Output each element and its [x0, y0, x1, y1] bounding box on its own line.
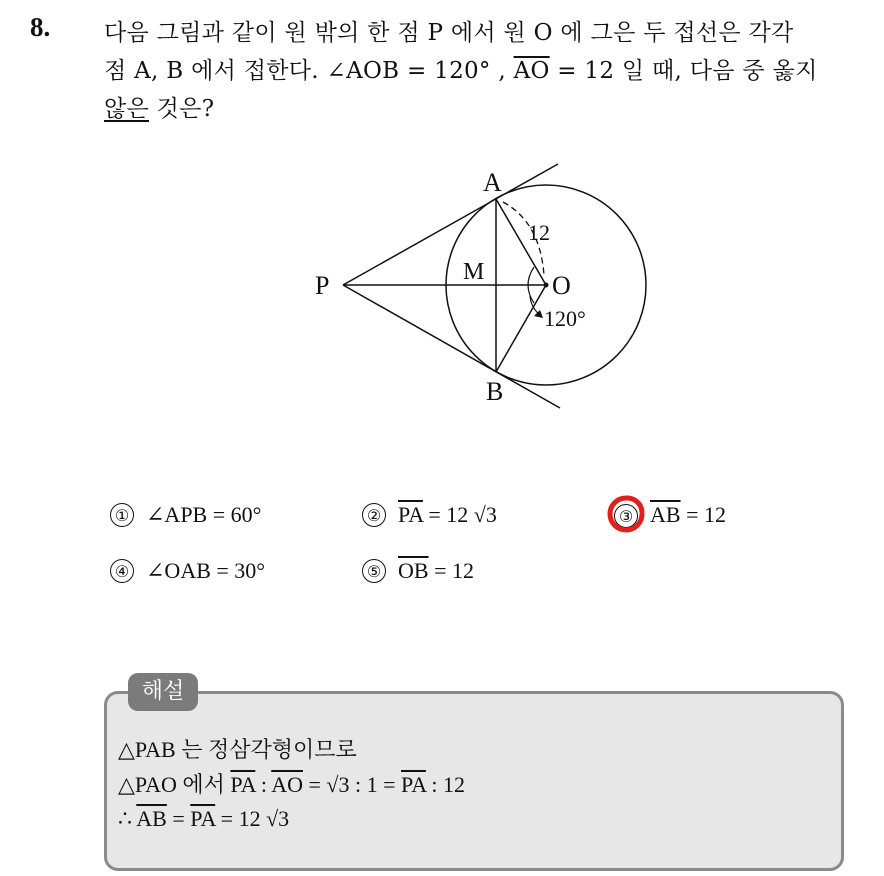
question-text-line1: 다음 그림과 같이 원 밖의 한 점 P 에서 원 O 에 그은 두 접선은 각각	[104, 20, 794, 46]
question-text-line3	[104, 90, 214, 123]
choice-text: ∠APB = 60°	[146, 502, 262, 527]
question-number: 8.	[30, 12, 51, 42]
choice-text: $\overline{OB} = 12$	[398, 558, 474, 583]
choice-text: $\overline{AB} = 12$	[650, 502, 726, 527]
choice-number: ①	[110, 503, 134, 527]
choice-number: ②	[362, 503, 386, 527]
underlined-word: 않은	[104, 96, 150, 122]
question-text-part: 것은?	[149, 96, 215, 122]
solution-line1: △PAB 는 정삼각형이므로	[118, 737, 357, 762]
solution-tag: 해설	[128, 673, 198, 711]
segment-ob	[496, 285, 546, 372]
label-o: O	[552, 271, 571, 300]
question-text-part: = 12 일 때, 다음 중 옳지	[549, 58, 818, 84]
segment-ao: $\overline{AO}$	[513, 58, 550, 84]
choice-5[interactable]	[362, 558, 474, 584]
choice-number: ④	[110, 559, 134, 583]
choice-1[interactable]	[110, 502, 261, 528]
solution-line3: ∴ $\overline{AB} = \overline{PA} = 12$ √3	[118, 806, 290, 831]
geometry-figure	[300, 150, 670, 420]
choice-text: $\overline{PA} = 12$ √3	[398, 502, 497, 527]
choice-3[interactable]	[614, 502, 726, 528]
question-text-line2	[104, 52, 818, 85]
label-b: B	[486, 377, 504, 406]
label-m: M	[463, 259, 485, 285]
choice-2[interactable]	[362, 502, 497, 528]
label-a: A	[483, 168, 502, 197]
solution-line2: △PAO 에서 $\overline{PA}$ : $\overline{AO} = √3$ : $1 = \overline{PA}$ : 12	[118, 772, 466, 797]
answer-mark-icon	[604, 492, 648, 536]
choice-number: ⑤	[362, 559, 386, 583]
label-angle-120: 120°	[544, 306, 586, 331]
tangent-line-a	[343, 164, 558, 285]
label-p: P	[315, 271, 330, 300]
choice-number: ③	[614, 504, 638, 528]
point-o	[544, 283, 549, 288]
label-length-12: 12	[528, 220, 550, 245]
tangent-line-b	[343, 285, 560, 408]
choice-text: ∠OAB = 30°	[146, 558, 266, 583]
choice-4[interactable]	[110, 558, 265, 584]
question-text-part: 점 A, B 에서 접한다. ∠AOB = 120° ,	[104, 58, 514, 84]
